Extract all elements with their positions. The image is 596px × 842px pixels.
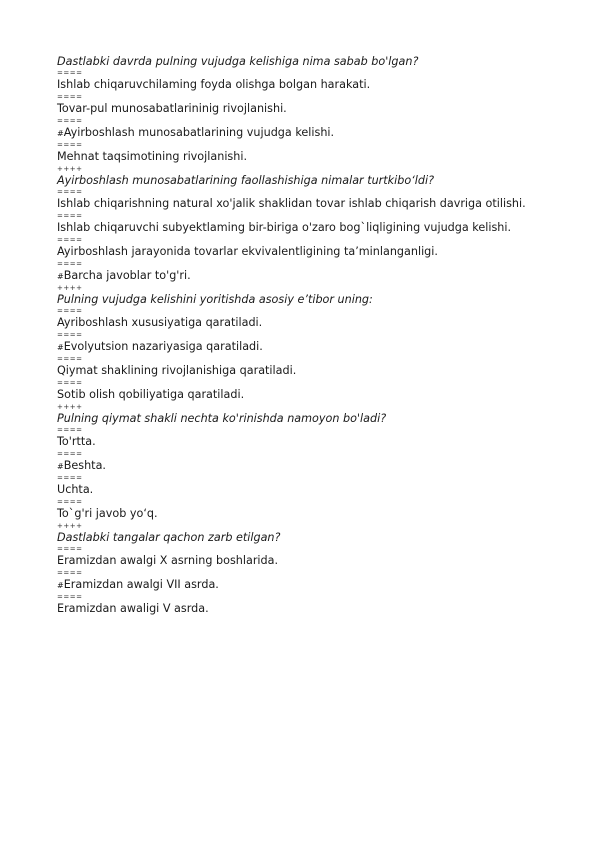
answer-text: To'rtta. bbox=[57, 435, 96, 448]
answer-option bbox=[57, 507, 557, 522]
question-4: Pulning qiymat shakli nechta ko'rinishda namoyon bo'ladi? bbox=[57, 412, 387, 425]
answer-text: Ishlab chiqaruvchi subyektlaming bir-biriga o'zaro bog`liqligining vujudga kelishi. bbox=[57, 221, 512, 234]
separator: ==== bbox=[57, 69, 83, 77]
correct-mark: # bbox=[57, 462, 64, 471]
separator: ++++ bbox=[57, 165, 83, 173]
separator: ++++ bbox=[57, 403, 83, 411]
answer-option bbox=[57, 388, 557, 403]
separator: ==== bbox=[57, 593, 83, 601]
answer-option bbox=[57, 340, 557, 355]
answer-option bbox=[57, 459, 557, 474]
separator: ==== bbox=[57, 379, 83, 387]
answer-option bbox=[57, 364, 557, 379]
question-5: Dastlabki tangalar qachon zarb etilgan? bbox=[57, 531, 281, 544]
question-2: Ayirboshlash munosabatlarining faollashishiga nimalar turtkibo‘ldi? bbox=[57, 174, 435, 187]
answer-option bbox=[57, 102, 557, 117]
answer-option bbox=[57, 269, 557, 284]
answer-text: Ishlab chiqaruvchilaming foyda olishga bolgan harakati. bbox=[57, 78, 371, 91]
answer-option bbox=[57, 245, 557, 260]
separator: ==== bbox=[57, 307, 83, 315]
separator: ==== bbox=[57, 188, 83, 196]
separator: ==== bbox=[57, 141, 83, 149]
answer-text: Eramizdan awaligi V asrda. bbox=[57, 602, 209, 615]
answer-option bbox=[57, 578, 557, 593]
answer-text: Eramizdan awalgi VII asrda. bbox=[63, 578, 219, 591]
answer-text: Barcha javoblar to'g'ri. bbox=[63, 269, 191, 282]
answer-option bbox=[57, 602, 557, 617]
answer-option bbox=[57, 126, 557, 141]
separator: ==== bbox=[57, 260, 83, 268]
separator: ==== bbox=[57, 474, 83, 482]
separator: ==== bbox=[57, 331, 83, 339]
answer-option bbox=[57, 78, 557, 93]
separator: ==== bbox=[57, 426, 83, 434]
answer-text: Evolyutsion nazariyasiga qaratiladi. bbox=[63, 340, 263, 353]
answer-option bbox=[57, 554, 557, 569]
separator: ==== bbox=[57, 236, 83, 244]
answer-text: To`g'ri javob yo‘q. bbox=[57, 507, 158, 520]
test-document bbox=[57, 55, 557, 617]
answer-option bbox=[57, 197, 557, 212]
answer-text: Beshta. bbox=[63, 459, 106, 472]
answer-text: Ishlab chiqarishning natural xo'jalik shaklidan tovar ishlab chiqarish davriga otilishi. bbox=[57, 197, 526, 210]
separator: ++++ bbox=[57, 284, 83, 292]
question-1: Dastlabki davrda pulning vujudga kelishiga nima sabab bo'lgan? bbox=[57, 55, 419, 68]
question-3: Pulning vujudga kelishini yoritishda asosiy e’tibor uning: bbox=[57, 293, 373, 306]
answer-text: Mehnat taqsimotining rivojlanishi. bbox=[57, 150, 248, 163]
separator: ==== bbox=[57, 212, 83, 220]
answer-text: Ayirboshlash jarayonida tovarlar ekvivalentligining ta’minlanganligi. bbox=[57, 245, 438, 258]
separator: ==== bbox=[57, 450, 83, 458]
separator: ==== bbox=[57, 498, 83, 506]
answer-option bbox=[57, 483, 557, 498]
answer-text: Eramizdan awalgi X asrning boshlarida. bbox=[57, 554, 279, 567]
correct-mark: # bbox=[57, 272, 64, 281]
answer-text: Ayirboshlash munosabatlarining vujudga kelishi. bbox=[63, 126, 335, 139]
correct-mark: # bbox=[57, 343, 64, 352]
separator: ==== bbox=[57, 569, 83, 577]
separator: ==== bbox=[57, 545, 83, 553]
answer-option bbox=[57, 435, 557, 450]
separator: ==== bbox=[57, 117, 83, 125]
answer-text: Qiymat shaklining rivojlanishiga qaratiladi. bbox=[57, 364, 297, 377]
separator: ==== bbox=[57, 355, 83, 363]
answer-text: Tovar-pul munosabatlarininig rivojlanishi. bbox=[57, 102, 287, 115]
answer-text: Sotib olish qobiliyatiga qaratiladi. bbox=[57, 388, 245, 401]
correct-mark: # bbox=[57, 129, 64, 138]
separator: ==== bbox=[57, 93, 83, 101]
answer-option bbox=[57, 221, 557, 236]
answer-text: Uchta. bbox=[57, 483, 94, 496]
separator: ++++ bbox=[57, 522, 83, 530]
answer-option bbox=[57, 316, 557, 331]
correct-mark: # bbox=[57, 581, 64, 590]
answer-option bbox=[57, 150, 557, 165]
answer-text: Ayriboshlash xususiyatiga qaratiladi. bbox=[57, 316, 263, 329]
